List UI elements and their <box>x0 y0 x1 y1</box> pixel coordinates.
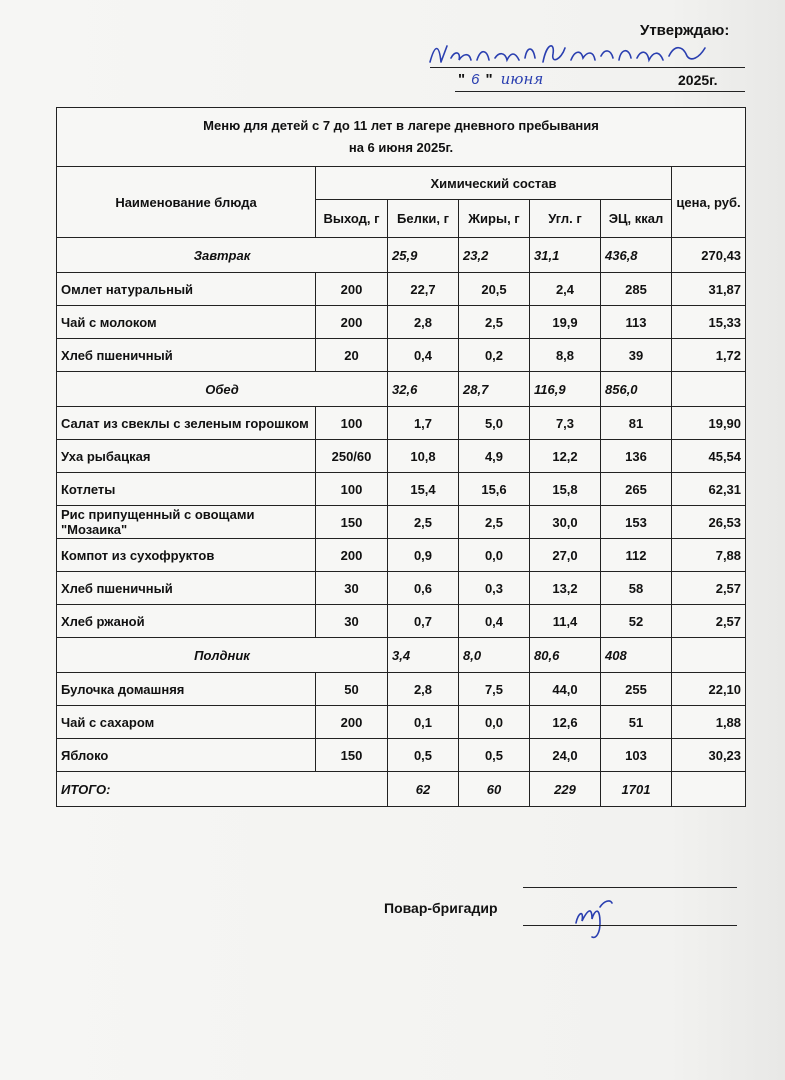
dish-carbs: 12,6 <box>530 706 601 739</box>
dish-name: Чай с сахаром <box>57 706 316 739</box>
section-energy: 436,8 <box>601 238 672 273</box>
dish-name: Хлеб ржаной <box>57 605 316 638</box>
header-fat: Жиры, г <box>459 200 530 238</box>
table-row <box>57 739 746 772</box>
dish-carbs: 24,0 <box>530 739 601 772</box>
approval-signature-line <box>430 67 745 68</box>
signer-label: Повар-бригадир <box>384 900 498 916</box>
dish-price: 2,57 <box>672 572 746 605</box>
header-output: Выход, г <box>316 200 388 238</box>
dish-energy: 255 <box>601 673 672 706</box>
signer-name-line <box>523 887 737 888</box>
total-label: ИТОГО: <box>57 772 388 807</box>
dish-energy: 39 <box>601 339 672 372</box>
dish-price: 30,23 <box>672 739 746 772</box>
dish-fat: 0,5 <box>459 739 530 772</box>
section-price: 270,43 <box>672 238 746 273</box>
dish-name: Хлеб пшеничный <box>57 572 316 605</box>
dish-output: 150 <box>316 739 388 772</box>
section-carbs: 116,9 <box>530 372 601 407</box>
section-row-lunch <box>57 372 746 407</box>
header-price: цена, руб. <box>672 167 746 238</box>
dish-energy: 112 <box>601 539 672 572</box>
dish-output: 250/60 <box>316 440 388 473</box>
dish-energy: 51 <box>601 706 672 739</box>
dish-energy: 153 <box>601 506 672 539</box>
dish-energy: 103 <box>601 739 672 772</box>
dish-protein: 0,4 <box>388 339 459 372</box>
dish-price: 31,87 <box>672 273 746 306</box>
dish-price: 7,88 <box>672 539 746 572</box>
dish-protein: 15,4 <box>388 473 459 506</box>
dish-protein: 2,8 <box>388 673 459 706</box>
dish-fat: 0,4 <box>459 605 530 638</box>
dish-carbs: 13,2 <box>530 572 601 605</box>
dish-carbs: 15,8 <box>530 473 601 506</box>
dish-price: 19,90 <box>672 407 746 440</box>
dish-name: Компот из сухофруктов <box>57 539 316 572</box>
dish-protein: 0,9 <box>388 539 459 572</box>
dish-protein: 2,5 <box>388 506 459 539</box>
dish-name: Хлеб пшеничный <box>57 339 316 372</box>
dish-name: Салат из свеклы с зеленым горошком <box>57 407 316 440</box>
cook-signature <box>570 893 620 943</box>
dish-energy: 113 <box>601 306 672 339</box>
dish-output: 200 <box>316 306 388 339</box>
table-row <box>57 706 746 739</box>
section-protein: 3,4 <box>388 638 459 673</box>
table-row <box>57 407 746 440</box>
section-protein: 25,9 <box>388 238 459 273</box>
dish-fat: 4,9 <box>459 440 530 473</box>
table-row <box>57 506 746 539</box>
table-row <box>57 539 746 572</box>
dish-output: 100 <box>316 407 388 440</box>
dish-name: Яблоко <box>57 739 316 772</box>
table-row <box>57 339 746 372</box>
dish-carbs: 8,8 <box>530 339 601 372</box>
section-protein: 32,6 <box>388 372 459 407</box>
dish-name: Булочка домашняя <box>57 673 316 706</box>
table-row <box>57 605 746 638</box>
dish-energy: 136 <box>601 440 672 473</box>
approval-signature <box>425 38 725 70</box>
dish-protein: 0,5 <box>388 739 459 772</box>
table-row <box>57 473 746 506</box>
approval-block <box>0 0 785 110</box>
date-month: июня <box>500 70 544 88</box>
dish-energy: 52 <box>601 605 672 638</box>
dish-carbs: 30,0 <box>530 506 601 539</box>
dish-price: 45,54 <box>672 440 746 473</box>
approval-title: Утверждаю: <box>640 22 730 39</box>
dish-fat: 0,2 <box>459 339 530 372</box>
dish-fat: 0,3 <box>459 572 530 605</box>
dish-price: 1,72 <box>672 339 746 372</box>
section-fat: 23,2 <box>459 238 530 273</box>
section-price <box>672 638 746 673</box>
header-carbs: Угл. г <box>530 200 601 238</box>
section-carbs: 31,1 <box>530 238 601 273</box>
dish-name: Чай с молоком <box>57 306 316 339</box>
dish-carbs: 19,9 <box>530 306 601 339</box>
header-protein: Белки, г <box>388 200 459 238</box>
dish-fat: 20,5 <box>459 273 530 306</box>
dish-carbs: 11,4 <box>530 605 601 638</box>
table-row <box>57 440 746 473</box>
dish-price: 22,10 <box>672 673 746 706</box>
dish-protein: 10,8 <box>388 440 459 473</box>
date-quote-close: " <box>485 71 493 88</box>
menu-title-line2: на 6 июня 2025г. <box>348 140 454 155</box>
dish-fat: 0,0 <box>459 539 530 572</box>
section-fat: 28,7 <box>459 372 530 407</box>
dish-fat: 2,5 <box>459 306 530 339</box>
section-price <box>672 372 746 407</box>
dish-energy: 285 <box>601 273 672 306</box>
dish-carbs: 7,3 <box>530 407 601 440</box>
dish-output: 200 <box>316 539 388 572</box>
dish-energy: 81 <box>601 407 672 440</box>
total-protein: 62 <box>388 772 459 807</box>
signer-signature-line <box>523 925 737 926</box>
section-name: Завтрак <box>57 238 388 273</box>
section-row-breakfast <box>57 238 746 273</box>
total-energy: 1701 <box>601 772 672 807</box>
dish-protein: 0,6 <box>388 572 459 605</box>
dish-output: 200 <box>316 706 388 739</box>
header-dish: Наименование блюда <box>57 167 316 238</box>
header-chemical: Химический состав <box>316 167 672 200</box>
total-carbs: 229 <box>530 772 601 807</box>
menu-title <box>57 108 746 167</box>
total-fat: 60 <box>459 772 530 807</box>
approval-date <box>458 70 543 88</box>
dish-output: 30 <box>316 572 388 605</box>
dish-price: 62,31 <box>672 473 746 506</box>
dish-fat: 2,5 <box>459 506 530 539</box>
dish-name: Котлеты <box>57 473 316 506</box>
dish-output: 100 <box>316 473 388 506</box>
dish-name: Омлет натуральный <box>57 273 316 306</box>
date-day: 6 <box>471 71 480 88</box>
dish-energy: 58 <box>601 572 672 605</box>
dish-energy: 265 <box>601 473 672 506</box>
dish-protein: 0,1 <box>388 706 459 739</box>
menu-table <box>56 107 746 807</box>
header-row-1 <box>57 167 746 200</box>
total-row <box>57 772 746 807</box>
section-row-snack <box>57 638 746 673</box>
dish-fat: 15,6 <box>459 473 530 506</box>
dish-price: 26,53 <box>672 506 746 539</box>
dish-fat: 7,5 <box>459 673 530 706</box>
date-quote-open: " <box>458 71 466 88</box>
section-energy: 408 <box>601 638 672 673</box>
dish-fat: 0,0 <box>459 706 530 739</box>
menu-title-line1: Меню для детей с 7 до 11 лет в лагере дневного пребывания <box>203 118 599 133</box>
dish-carbs: 27,0 <box>530 539 601 572</box>
dish-protein: 2,8 <box>388 306 459 339</box>
dish-protein: 0,7 <box>388 605 459 638</box>
approval-date-line <box>455 91 745 92</box>
dish-name: Рис припущенный с овощами "Мозаика" <box>57 506 316 539</box>
table-row <box>57 306 746 339</box>
section-carbs: 80,6 <box>530 638 601 673</box>
dish-price: 1,88 <box>672 706 746 739</box>
header-energy: ЭЦ, ккал <box>601 200 672 238</box>
dish-output: 30 <box>316 605 388 638</box>
dish-output: 20 <box>316 339 388 372</box>
section-fat: 8,0 <box>459 638 530 673</box>
approval-year: 2025г. <box>678 72 718 88</box>
dish-protein: 22,7 <box>388 273 459 306</box>
dish-output: 200 <box>316 273 388 306</box>
table-row <box>57 572 746 605</box>
dish-carbs: 12,2 <box>530 440 601 473</box>
section-energy: 856,0 <box>601 372 672 407</box>
title-row <box>57 108 746 167</box>
dish-output: 150 <box>316 506 388 539</box>
table-row <box>57 273 746 306</box>
dish-carbs: 44,0 <box>530 673 601 706</box>
dish-fat: 5,0 <box>459 407 530 440</box>
dish-protein: 1,7 <box>388 407 459 440</box>
section-name: Обед <box>57 372 388 407</box>
dish-output: 50 <box>316 673 388 706</box>
section-name: Полдник <box>57 638 388 673</box>
dish-price: 2,57 <box>672 605 746 638</box>
total-price <box>672 772 746 807</box>
dish-carbs: 2,4 <box>530 273 601 306</box>
dish-price: 15,33 <box>672 306 746 339</box>
dish-name: Уха рыбацкая <box>57 440 316 473</box>
table-row <box>57 673 746 706</box>
